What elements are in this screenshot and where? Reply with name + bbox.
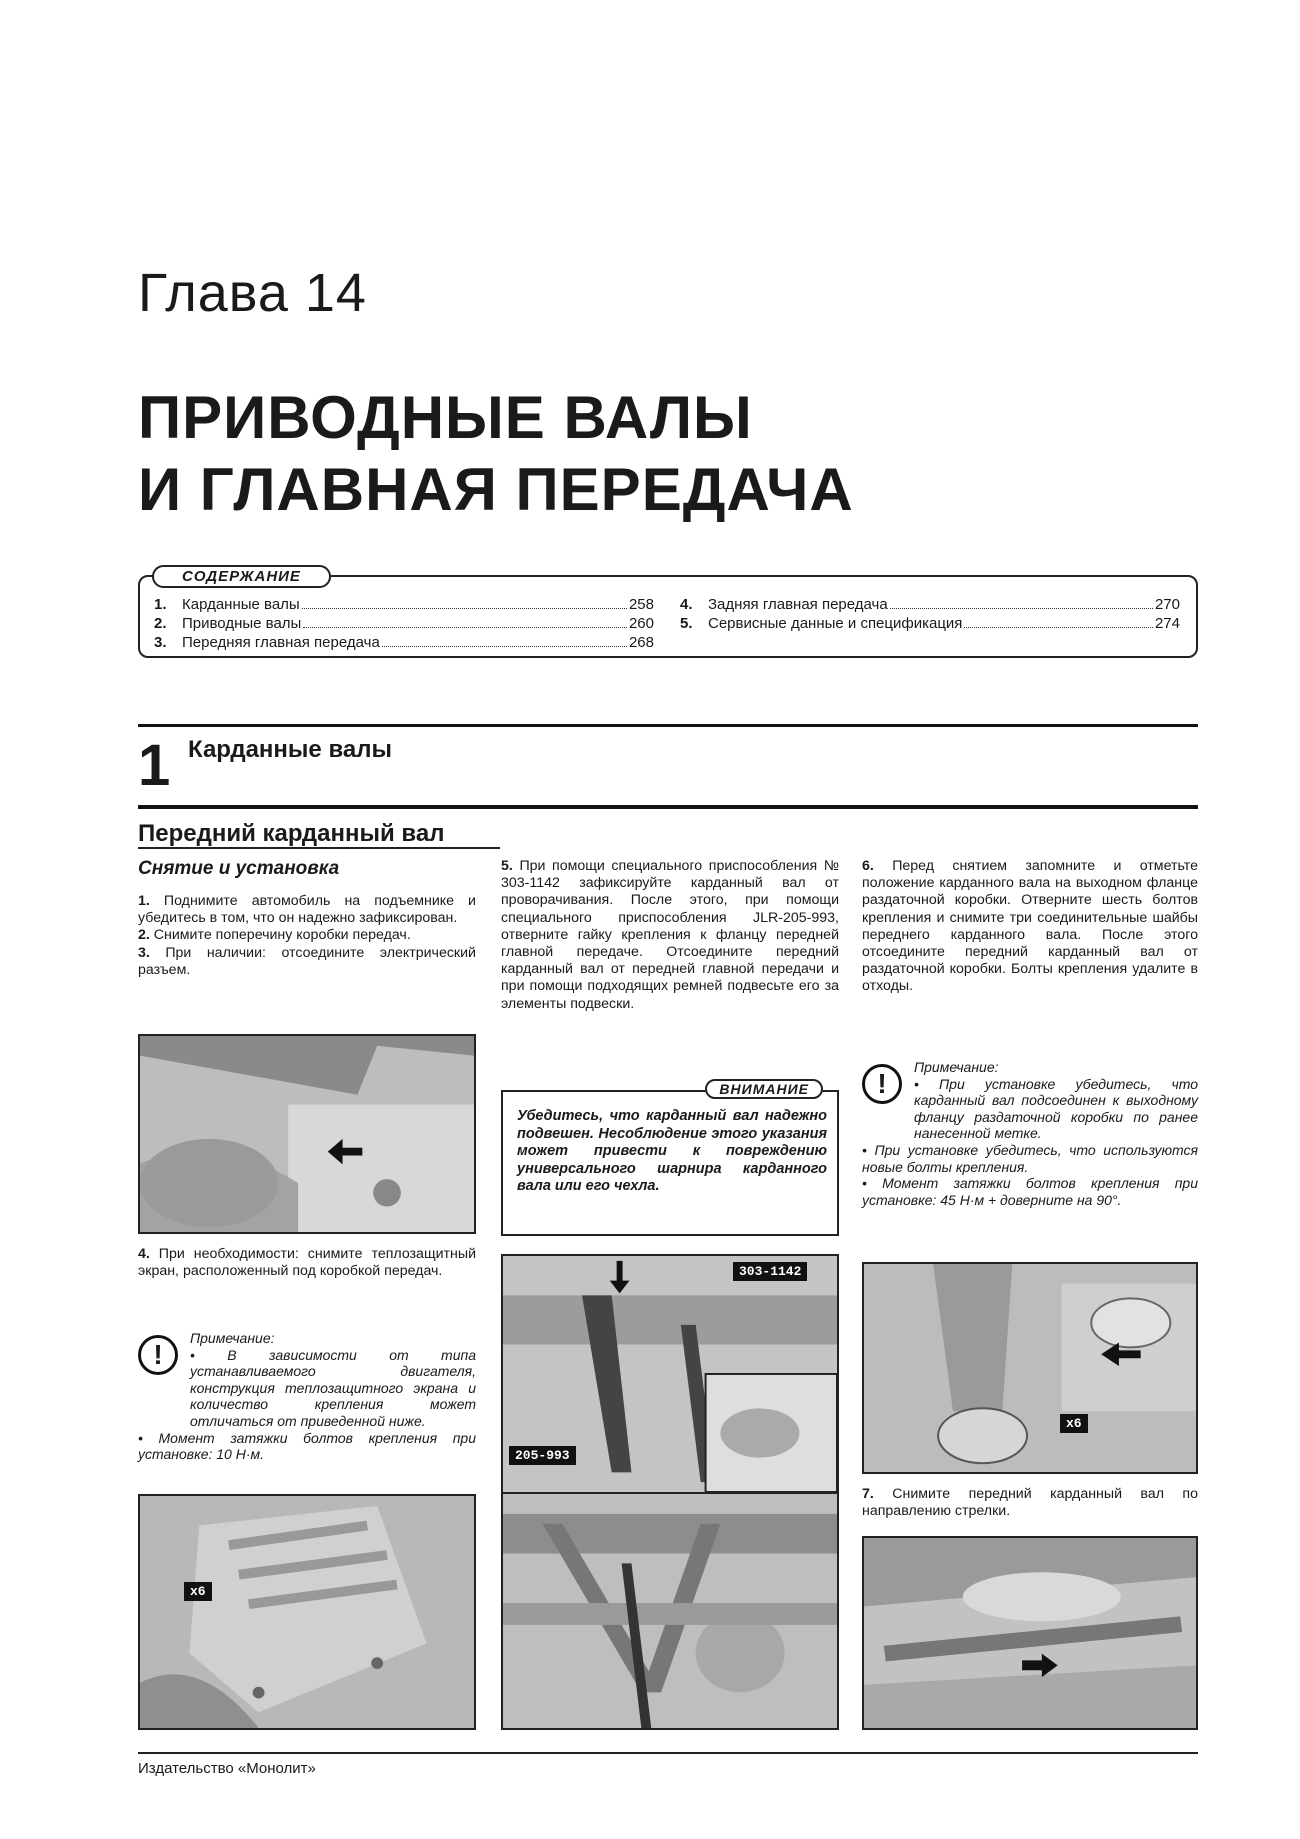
toc-item-number: 3. (154, 634, 167, 651)
toc-item-text: Приводные валы (182, 615, 302, 632)
toc-item-text: Карданные валы (182, 596, 300, 613)
step-number: 4. (138, 1246, 150, 1262)
note-2 (862, 1059, 1198, 1208)
toc-item[interactable] (680, 614, 1180, 633)
step-text: При необходимости: снимите теплозащитный экран, расположенный под коробкой передач. (138, 1246, 477, 1280)
note-exclamation-icon: ! (862, 1064, 902, 1104)
step-4 (138, 1246, 476, 1280)
section-title: Карданные валы (188, 736, 392, 763)
toc-leader-dots (964, 614, 1153, 628)
step-2 (138, 927, 476, 944)
photo-illustration (864, 1264, 1196, 1472)
section-number: 1 (138, 733, 171, 798)
step-number: 7. (862, 1486, 874, 1502)
photo-illustration (140, 1036, 474, 1232)
step-text: Перед снятием запомните и отметьте положение карданного вала на выходном фланце раздаточной коробки. Отверните шесть болтов крепления и снимите три соединительные шайбы переднего карданного вала. После этого отсоедините передний карданный вал от раздаточной коробки. Болты крепления удалите в отходы. (862, 858, 1198, 995)
column-3-step-6 (862, 858, 1198, 996)
toc-leader-dots (303, 614, 627, 628)
toc-label: СОДЕРЖАНИЕ (152, 565, 331, 588)
chapter-title-line-2: И ГЛАВНАЯ ПЕРЕДАЧА (138, 456, 854, 523)
chapter-title-line-1: ПРИВОДНЫЕ ВАЛЫ (138, 384, 753, 451)
chapter-number: Глава 14 (138, 263, 367, 323)
photo-illustration (864, 1538, 1196, 1728)
note-exclamation-icon: ! (138, 1335, 178, 1375)
tool-number-tag: 303-1142 (733, 1262, 807, 1281)
table-of-contents (138, 568, 1198, 658)
quantity-tag: x6 (184, 1582, 212, 1601)
step-5 (501, 858, 839, 1013)
toc-item-page: 268 (628, 634, 654, 651)
column-1-steps (138, 893, 476, 979)
note-1 (138, 1330, 476, 1463)
toc-column-right (680, 595, 1180, 633)
chapter-title (138, 382, 854, 526)
toc-item-page: 270 (1154, 596, 1180, 613)
step-text: При помощи специального приспособления № 303-1142 зафиксируйте карданный вал от проворачивания. После этого, при помощи специального приспособления JLR-205-993, отверните гайку крепления к фланцу передней главной передаче. Отсоедините передний карданный вал от передней главной передачи и при помощи подходящих ремней подвесьте его за элементы подвески. (501, 858, 839, 1012)
toc-column-left (154, 595, 654, 652)
step-6 (862, 858, 1198, 996)
toc-item-number: 5. (680, 615, 693, 632)
tool-number-tag: 205-993 (509, 1446, 576, 1465)
note-label: Примечание: (190, 1330, 275, 1346)
toc-item-number: 2. (154, 615, 167, 632)
warning-box (501, 1081, 839, 1236)
quantity-tag: x6 (1060, 1414, 1088, 1433)
subsection-underline (138, 847, 500, 849)
toc-item-text: Задняя главная передача (708, 596, 888, 613)
toc-item-page: 274 (1154, 615, 1180, 632)
step-7 (862, 1486, 1198, 1520)
photo-propshaft-suspended (501, 1494, 839, 1730)
step-number: 1. (138, 893, 150, 909)
column-1-step-4 (138, 1246, 476, 1280)
toc-leader-dots (382, 633, 627, 647)
toc-item[interactable] (680, 595, 1180, 614)
photo-illustration (140, 1496, 474, 1728)
toc-item-page: 260 (628, 615, 654, 632)
photo-propshaft-removal (862, 1536, 1198, 1730)
note-bullet: • Момент затяжки болтов крепления при установке: 10 Н·м. (138, 1429, 476, 1463)
step-1 (138, 893, 476, 927)
toc-item[interactable] (154, 595, 654, 614)
section-bottom-rule (138, 805, 1198, 809)
photo-illustration (503, 1494, 837, 1728)
step-number: 2. (138, 927, 150, 944)
toc-item-number: 4. (680, 596, 693, 613)
step-text: Снимите передний карданный вал по направлению стрелки. (862, 1486, 1198, 1520)
photo-special-tools (501, 1254, 839, 1494)
step-3 (138, 945, 476, 979)
toc-item-text: Сервисные данные и спецификация (708, 615, 963, 632)
step-number: 6. (862, 858, 874, 874)
toc-item-page: 258 (628, 596, 654, 613)
toc-item[interactable] (154, 614, 654, 633)
step-text: Поднимите автомобиль на подъемнике и убедитесь в том, что он надежно зафиксирован. (138, 893, 476, 927)
warning-text: Убедитесь, что карданный вал надежно подвешен. Несоблюдение этого указания может привести к повреждению универсального шарнира карданного вала или его чехла. (517, 1108, 827, 1194)
footer-rule (138, 1752, 1198, 1754)
step-number: 5. (501, 858, 513, 874)
step-number: 3. (138, 944, 150, 961)
photo-heat-shield (138, 1494, 476, 1730)
note-bullet: • При установке убедитесь, что используются новые болты крепления. (862, 1141, 1198, 1175)
operation-title: Снятие и установка (138, 858, 340, 879)
note-bullet: • Момент затяжки болтов крепления при установке: 45 Н·м + доверните на 90°. (862, 1175, 1198, 1208)
photo-electrical-connector (138, 1034, 476, 1234)
subsection-title: Передний карданный вал (138, 820, 445, 847)
toc-leader-dots (890, 595, 1153, 609)
section-top-rule (138, 724, 1198, 727)
warning-label: ВНИМАНИЕ (705, 1079, 823, 1099)
publisher-footer: Издательство «Монолит» (138, 1760, 316, 1777)
note-label: Примечание: (914, 1059, 999, 1075)
toc-leader-dots (302, 595, 627, 609)
toc-item[interactable] (154, 633, 654, 652)
column-3-step-7 (862, 1486, 1198, 1520)
column-2-step-5 (501, 858, 839, 1013)
toc-item-number: 1. (154, 596, 167, 613)
step-text: Снимите поперечину коробки передач. (153, 927, 411, 944)
note-bullet: • При установке убедитесь, что карданный вал подсоединен к выходному фланцу раздаточной коробки по ранее нанесенной метке. (914, 1075, 1198, 1142)
step-text: При наличии: отсоедините электрический разъем. (138, 944, 476, 978)
toc-item-text: Передняя главная передача (182, 634, 380, 651)
note-bullet: • В зависимости от типа устанавливаемого двигателя, конструкция теплозащитного экрана и количество крепления может отличаться от приведенной ниже. (190, 1346, 476, 1429)
photo-output-flange (862, 1262, 1198, 1474)
